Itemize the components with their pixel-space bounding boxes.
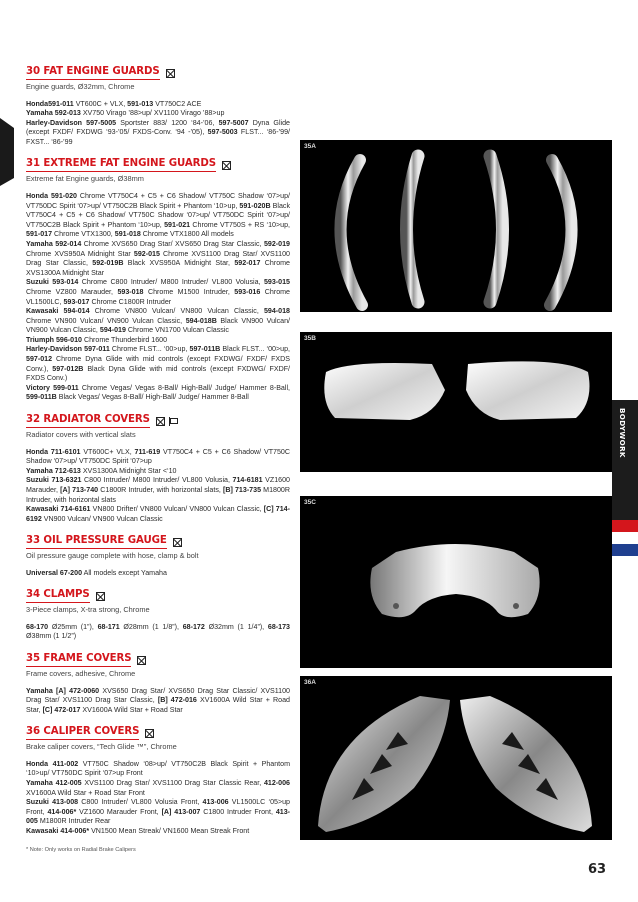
fitment-text: Sportster 883/ 1200 ‘84-’06, [116, 118, 219, 127]
fitment-text: VN1500 Mean Streak/ VN1600 Mean Streak Front [89, 827, 250, 835]
part-number: 597-011 [81, 345, 110, 354]
section-clamps [26, 589, 290, 642]
left-edge-decoration [0, 118, 14, 186]
frame-cover-image [300, 496, 612, 668]
fitment-text: Chrome XVS1300A Midnight Star [26, 259, 290, 277]
fitment-list [26, 687, 290, 716]
photo-frame-covers [300, 496, 612, 668]
fitment-text: Chrome VN900 Vulcan/ VN900 Vulcan Classic, [26, 316, 186, 325]
fitment-text: Chrome VN1700 Vulcan Classic [125, 326, 229, 335]
fitment-text: Ø38mm (1 1/2”) [26, 632, 77, 641]
part-number: 597-012B [52, 364, 84, 373]
photo-label: 36A [304, 679, 316, 686]
fitment-text: Chrome XVS950A Midnight Star [26, 249, 134, 258]
fitment-text: All models except Yamaha [82, 568, 167, 577]
fitment-line [26, 384, 290, 403]
section-title: 30 FAT ENGINE GUARDS [26, 66, 160, 80]
part-number: 413-005 [26, 807, 291, 826]
brand-name: Harley-Davidson [26, 345, 82, 354]
fitment-list [26, 623, 290, 642]
section-tab-bodywork [612, 400, 638, 520]
part-number: 597-012 [26, 355, 53, 364]
fitment-text: Chrome VN800 Vulcan/ VN800 Vulcan Classic, [89, 307, 264, 316]
fitment-text: XVS650 Drag Star/ XVS650 Drag Star Classic/ XVS1100 Drag Star/ XVS1100 Drag Star Classic, [26, 686, 290, 705]
fitment-text: FLST... ‘86-’99/ FXST... ‘86-’99 [26, 128, 290, 146]
part-number: 593-017 [63, 297, 90, 306]
fitment-list [26, 760, 290, 837]
fitment-text: VL1500LC ‘05>up Front, [26, 798, 290, 816]
fitment-text: Chrome VL1500LC, [26, 287, 290, 306]
part-number: [B] 713-735 [222, 485, 262, 494]
fitment-line [26, 779, 290, 798]
part-number: 591-018 [114, 230, 141, 239]
fitment-text: C800 Intruder/ M800 Intruder/ VL800 Volusia, [81, 476, 233, 485]
fitment-line [26, 336, 290, 346]
fitment-text: Chrome Dyna Glide with mid controls (except FXDWG/ FXDF/ FXDS Conv.), [26, 355, 290, 373]
fitment-text: XV1600A Wild Star + Road Star Front [26, 788, 145, 797]
brand-name: Yamaha [26, 466, 53, 475]
part-number: [A] 413-007 [161, 807, 201, 816]
part-type-icon [156, 417, 165, 426]
part-number: 591-013 [127, 99, 154, 108]
part-number: 594-019 [99, 326, 126, 335]
fitment-text: VN800 Drifter/ VN800 Vulcan/ VN800 Vulcan Classic, [90, 505, 264, 514]
brand-name: Victory [26, 383, 50, 392]
part-number: 591-017 [26, 230, 53, 239]
fitment-text: Dyna Glide (except FXDF/ FXDWG ‘93-’05/ FXDS-Conv. ‘94 -’05), [26, 118, 290, 137]
photo-radiator-covers [300, 332, 612, 472]
section-subtitle: Frame covers, adhesive, Chrome [26, 669, 136, 679]
part-number: 599-011 [49, 383, 79, 392]
part-number: 597-5003 [207, 128, 238, 137]
part-number: [C] 472-017 [42, 705, 81, 714]
brand-name: Harley-Davidson [26, 118, 82, 127]
fitment-line [26, 307, 290, 336]
brand-name: Universal [26, 568, 58, 577]
section-oil-pressure-gauge [26, 535, 290, 578]
fitment-list [26, 192, 290, 403]
section-subtitle: Extreme fat Engine guards, Ø38mm [26, 174, 144, 184]
part-type-icon [166, 69, 175, 78]
part-number: 414-006* [58, 827, 90, 835]
section-subtitle: Brake caliper covers, “Tech Glide ™”, Chrome [26, 742, 177, 752]
part-number: 597-5005 [81, 118, 117, 127]
part-type-icon [137, 656, 146, 665]
part-number: 711-6101 [48, 447, 81, 456]
part-number: 592-013 [52, 109, 81, 118]
section-subtitle: Oil pressure gauge complete with hose, clamp & bolt [26, 551, 199, 561]
fitment-line [26, 687, 290, 716]
part-number: 413-008 [48, 798, 79, 807]
part-number: 599-011B [26, 393, 57, 402]
part-number: 67-200 [57, 568, 83, 577]
photo-label: 35C [304, 499, 316, 506]
part-number: 597-011B [189, 345, 221, 354]
fitment-line [26, 827, 290, 837]
section-radiator-covers [26, 414, 290, 524]
brand-name: Triumph [26, 335, 54, 344]
part-number: 714-6161 [58, 505, 91, 514]
part-number: [A] 472-0060 [52, 686, 100, 695]
fitment-text: Black Vegas/ Vegas 8-Ball/ High-Ball/ Judge/ Hammer 8-Ball [56, 393, 249, 402]
brand-name: Honda [26, 191, 49, 200]
fitment-text: Chrome VT750C4 + C5 + C6 Shadow/ VT750C Shadow ‘07>up/ VT750DC Spirit ‘07>up/ VT750C2B Black Spirit + Phantom ‘10>up, [26, 191, 290, 210]
part-number: 593-015 [263, 278, 290, 287]
part-number: 591-020 [48, 191, 77, 200]
fitment-text: Ø32mm (1 1/4”), [204, 622, 268, 631]
part-number: 68-171 [97, 622, 120, 631]
part-number: [C] 714-6192 [26, 505, 290, 523]
fitment-list [26, 569, 290, 579]
section-engine-guards [26, 66, 290, 147]
fitment-text: VT750C2 ACE [153, 99, 202, 108]
fitment-text: XVS1300A Midnight Star <‘10 [80, 466, 177, 475]
fitment-text: Black VT750C4 + C5 + C6 Shadow/ VT750C Shadow ‘07>up/ VT750DC Spirit ‘07>up/ VT750C2B Black Spirit + Phantom ‘10>up, [26, 201, 290, 229]
section-title: 34 CLAMPS [26, 589, 90, 603]
brand-name: Honda [26, 447, 49, 456]
section-extreme-engine-guards [26, 158, 290, 403]
fitment-text: Chrome VT750S + RS ‘10>up, [190, 220, 290, 229]
section-title: 32 RADIATOR COVERS [26, 414, 150, 428]
fitment-text: XV1600A Wild Star + Road Star [80, 705, 183, 714]
fitment-text: Ø25mm (1”), [48, 622, 98, 631]
photo-label: 35A [304, 143, 316, 150]
brand-name: Suzuki [26, 476, 49, 485]
fitment-line [26, 345, 290, 383]
section-caliper-covers [26, 726, 290, 852]
fitment-text: M1800R Intruder, with horizontal slats [26, 485, 290, 504]
part-number: 68-170 [26, 622, 49, 631]
fitment-text: Black XVS950A Midnight Star, [123, 259, 235, 268]
fitment-text: Chrome XVS1100 Drag Star/ XVS1100 Drag Star Classic, [26, 249, 290, 268]
footnote: * Note: Only works on Radial Brake Calipers [26, 846, 136, 853]
part-number: 593-016 [234, 287, 261, 296]
part-number: 414-006* [47, 807, 77, 816]
brand-name: Kawasaki [26, 307, 59, 316]
fitment-text: XVS1100 Drag Star/ XVS1100 Drag Star Classic Rear, [81, 779, 264, 788]
part-number: 712-613 [52, 466, 81, 475]
brand-name: Yamaha [26, 239, 53, 248]
fitment-text: C800 Intruder/ VL800 Volusia Front, [78, 798, 203, 807]
part-number: 593-018 [117, 287, 144, 296]
part-number: 591-011 [48, 99, 74, 108]
fitment-line [26, 448, 290, 467]
section-title: 31 EXTREME FAT ENGINE GUARDS [26, 158, 216, 172]
part-number: 594-018 [263, 307, 290, 316]
engine-guard-image [300, 140, 612, 312]
photo-label: 35B [304, 335, 316, 342]
fitment-line [26, 476, 290, 505]
fitment-text: VT750C4 + C5 + C6 Shadow/ VT750C Shadow ‘07>up/ VT750DC Spirit ‘07>up [26, 447, 290, 466]
fitment-line [26, 760, 290, 779]
part-number: 592-017 [234, 259, 261, 268]
fitment-text: C1800 Intruder Front, [200, 807, 276, 816]
page-number: 63 [588, 862, 607, 877]
part-type-icon [145, 729, 154, 738]
part-type-icon [96, 592, 105, 601]
fitment-text: M1800R Intruder Rear [37, 817, 111, 826]
brand-name: Kawasaki [26, 505, 59, 514]
photo-caliper-covers [300, 676, 612, 840]
fitment-text: Chrome VTX1800 All models [140, 230, 234, 239]
part-number: 594-018B [185, 316, 217, 325]
photo-engine-guards [300, 140, 612, 312]
section-subtitle: Engine guards, Ø32mm, Chrome [26, 82, 135, 91]
fitment-line [26, 623, 290, 642]
fitment-line [26, 505, 290, 524]
product-listing [26, 66, 290, 864]
section-frame-covers [26, 653, 290, 715]
part-number: [B] 472-016 [157, 696, 197, 705]
fitment-line [26, 109, 290, 119]
part-number: 713-6321 [48, 476, 82, 485]
caliper-cover-image [300, 676, 612, 840]
fitment-text: XV1600A Wild Star + Road Star, [26, 696, 290, 714]
fitment-text: Chrome XVS650 Drag Star/ XVS650 Drag Star Classic, [81, 239, 264, 248]
part-type-icon [173, 538, 182, 547]
fitment-text: Chrome VTX1300, [52, 230, 115, 239]
fitment-line [26, 467, 290, 477]
part-number: 592-015 [133, 249, 160, 258]
part-number: 711-619 [134, 447, 161, 456]
part-number: 412-005 [52, 779, 82, 788]
flag-stripe-white [612, 532, 638, 544]
fitment-text: Chrome Thunderbird 1600 [82, 335, 168, 344]
part-type-icon [222, 161, 231, 170]
fitment-text: C1800R Intruder, with horizontal slats, [98, 485, 223, 494]
flag-stripe-blue [612, 544, 638, 556]
section-tab-label: BODYWORK [618, 408, 627, 458]
part-number: 68-173 [267, 622, 290, 631]
brand-name: Suzuki [26, 798, 49, 807]
section-subtitle: Radiator covers with vertical slats [26, 430, 136, 440]
part-number: 592-019 [263, 239, 290, 248]
part-number: 411-002 [48, 759, 79, 768]
part-number: 596-010 [53, 335, 82, 344]
fitment-line [26, 100, 290, 110]
fitment-line [26, 569, 290, 579]
fitment-text: Black VN900 Vulcan/ VN900 Vulcan Classic, [26, 316, 290, 335]
brand-name: Honda [26, 759, 49, 768]
part-number: 592-014 [52, 239, 82, 248]
part-number: 593-014 [48, 278, 79, 287]
brand-name: Suzuki [26, 278, 49, 287]
fitment-text: XV750 Virago ’88>up/ XV1100 Virago ’88>up [80, 109, 225, 118]
brand-name: Yamaha [26, 779, 53, 788]
fitment-text: Chrome C1800R Intruder [89, 297, 172, 306]
part-number: 594-014 [58, 307, 90, 316]
brand-name: Honda [26, 99, 49, 108]
part-number: 714-6181 [232, 476, 263, 485]
part-number: 592-019B [92, 259, 124, 268]
brand-name: Kawasaki [26, 827, 59, 835]
part-number: [A] 713-740 [60, 485, 99, 494]
brand-name: Yamaha [26, 686, 53, 695]
fitment-text: VT600C + VLX, [73, 99, 128, 108]
brand-name: Yamaha [26, 109, 53, 118]
section-title: 33 OIL PRESSURE GAUGE [26, 535, 167, 549]
fitment-text: Ø28mm (1 1/8”), [119, 622, 183, 631]
fitment-line [26, 798, 290, 827]
fitment-text: Black FLST... ‘00>up, [220, 345, 290, 354]
radiator-cover-image [300, 332, 612, 472]
fitment-list [26, 100, 290, 148]
fitment-line [26, 240, 290, 278]
part-number: 591-021 [164, 220, 191, 229]
fitment-text: VZ1600 Marauder, [26, 476, 290, 494]
fitment-text: Chrome M1500 Intruder, [143, 287, 235, 296]
fitment-list [26, 448, 290, 525]
part-number: 413-006 [202, 798, 229, 807]
fitment-line [26, 119, 290, 148]
part-number: 591-020B [239, 201, 271, 210]
section-title: 36 CALIPER COVERS [26, 726, 139, 740]
fitment-text: Chrome FLST... ‘00>up, [109, 345, 190, 354]
part-number: 412-006 [263, 779, 290, 788]
fitment-text: Chrome Vegas/ Vegas 8-Ball/ High-Ball/ Judge/ Hammer 8-Ball, [78, 383, 290, 392]
fitment-text: VT750C Shadow ‘08>up/ VT750C2B Black Spirit + Phantom ‘10>up/ VT750DC Spirit ‘07>up Front [26, 759, 290, 778]
flag-icon [168, 417, 177, 426]
fitment-line [26, 278, 290, 307]
flag-stripe-red [612, 520, 638, 532]
fitment-text: VN900 Vulcan/ VN900 Vulcan Classic [41, 514, 163, 523]
fitment-text: Chrome VZ800 Marauder, [26, 287, 118, 296]
section-subtitle: 3-Piece clamps, X-tra strong, Chrome [26, 605, 150, 615]
fitment-text: VZ1600 Marauder Front, [76, 807, 162, 816]
fitment-text: Black Dyna Glide with mid controls (except FXDWG/ FXDF/ FXDS Conv.) [26, 364, 291, 383]
fitment-text: Chrome C800 Intruder/ M800 Intruder/ VL800 Volusia, [78, 278, 264, 287]
part-number: 597-5007 [218, 118, 249, 127]
fitment-line [26, 192, 290, 240]
part-number: 68-172 [182, 622, 205, 631]
section-title: 35 FRAME COVERS [26, 653, 131, 667]
fitment-text: VT600C+ VLX, [80, 447, 135, 456]
